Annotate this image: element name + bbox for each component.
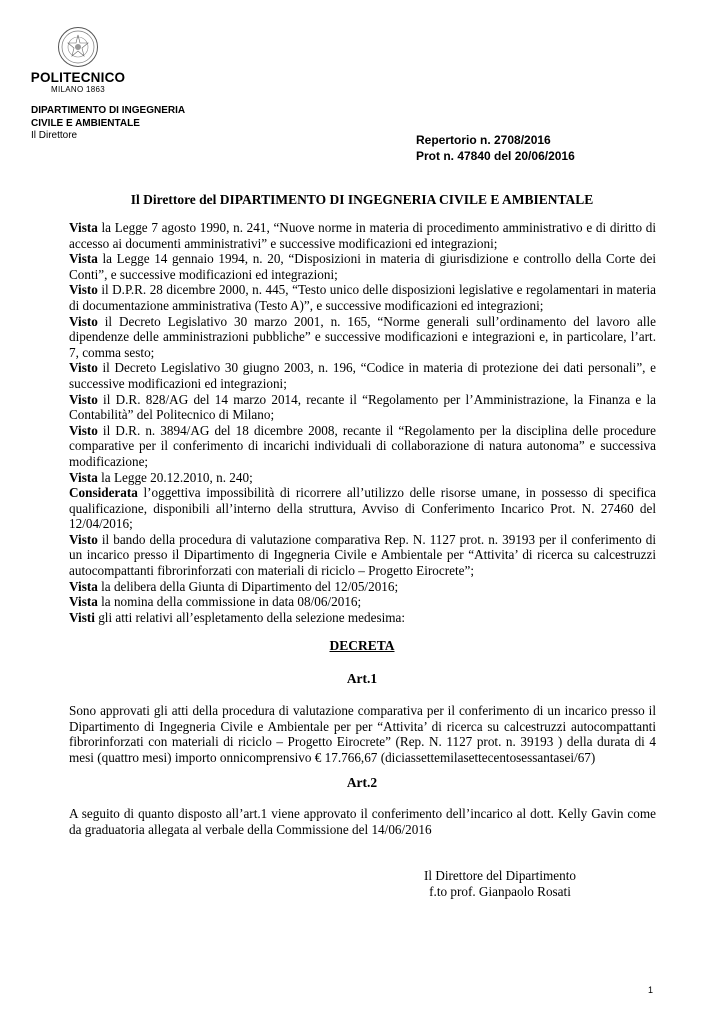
politecnico-logo (30, 26, 126, 94)
department-block (31, 105, 185, 143)
premise-keyword: Visto (69, 360, 98, 376)
premise-keyword: Vista (69, 220, 98, 235)
premise-keyword: Visto (69, 531, 98, 547)
premise-item (69, 610, 656, 626)
premise-keyword: Visto (69, 422, 98, 438)
premise-item (69, 470, 656, 486)
politecnico-seal-icon (57, 26, 99, 68)
premise-text: gli atti relativi all’espletamento della selezione medesima: (94, 609, 406, 625)
signature-block (400, 868, 600, 900)
department-line-2: CIVILE E AMBIENTALE (31, 117, 140, 129)
premise-text: la Legge 14 gennaio 1994, n. 20, “Disposizioni in materia di giurisdizione e controllo della Corte dei Conti”, e successive modificazioni ed integrazioni; (69, 251, 656, 282)
article-1-text: Sono approvati gli atti della procedura di valutazione comparativa per il conferimento di un incarico presso il Dipartimento di Ingegneria Civile e Ambientale per per “Attivita’ di ricerca su calcestruzzi autocompattanti fibrorinforzati con materiali di riciclo – Progetto Eirocrete” (Rep. N. 1127 prot. n. 39193 ) della durata di 4 mesi (quattro mesi) importo onnicomprensivo € 17.766,67 (diciassettemilasettecentosessantasei/67) (69, 703, 656, 765)
document-title: Il Direttore del DIPARTIMENTO DI INGEGNERIA CIVILE E AMBIENTALE (130, 192, 594, 207)
premise-item (69, 360, 656, 391)
premise-keyword: Vista (69, 594, 98, 610)
premise-item (69, 220, 656, 251)
signature-role: Il Direttore del Dipartimento (424, 868, 576, 883)
premise-text: la delibera della Giunta di Dipartimento del 12/05/2016; (97, 578, 399, 594)
premise-item (69, 251, 656, 282)
premise-text: il bando della procedura di valutazione comparativa Rep. N. 1127 prot. n. 39193 per il conferimento di un incarico presso il Dipartimento di Ingegneria Civile e Ambientale per “Attivita’ di ricerca su calcestruzzi autocompattanti fibrorinforzati con materiali di riciclo – Progetto Eirocrete”; (69, 531, 656, 579)
premises-list (69, 220, 656, 625)
premise-keyword: Vista (69, 469, 98, 485)
premise-item (69, 485, 656, 532)
premise-item (69, 314, 656, 361)
premise-text: il D.P.R. 28 dicembre 2000, n. 445, “Testo unico delle disposizioni legislative e regolamentari in materia di documentazione amministrativa (Testo A)”, e successive modificazioni ed integrazioni; (69, 282, 656, 313)
article-1-heading: Art.1 (346, 671, 378, 686)
premise-keyword: Visti (69, 609, 95, 625)
premise-text: il D.R. n. 3894/AG del 18 dicembre 2008, recante il “Regolamento per la disciplina delle procedure comparative per il conferimento di incarichi individuali di collaborazione di natura autonoma” e successiva modificazione; (69, 422, 656, 469)
premise-item (69, 423, 656, 470)
logo-city: MILANO 1863 (51, 85, 105, 94)
article-2-text: A seguito di quanto disposto all’art.1 viene approvato il conferimento dell’incarico al dott. Kelly Gavin come da graduatoria allegata al verbale della Commissione del 14/06/2016 (69, 806, 656, 837)
premise-item (69, 532, 656, 579)
logo-name: POLITECNICO (30, 70, 126, 85)
department-line-1: DIPARTIMENTO DI INGEGNERIA (31, 105, 186, 116)
premise-keyword: Vista (69, 578, 98, 594)
premise-keyword: Considerata (69, 485, 138, 501)
premise-keyword: Visto (69, 391, 98, 407)
page-number: 1 (648, 985, 654, 995)
protocol-block (416, 132, 575, 164)
repertorio-number: Repertorio n. 2708/2016 (416, 133, 551, 147)
premise-text: la Legge 20.12.2010, n. 240; (97, 469, 253, 485)
premise-text: il Decreto Legislativo 30 marzo 2001, n. 165, “Norme generali sull’ordinamento del lavoro alle dipendenze delle amministrazioni pubbliche” e successive modificazioni e integrazioni e, in particolare, l’art. 7, comma sesto; (69, 313, 656, 360)
premise-text: il D.R. 828/AG del 14 marzo 2014, recante il “Regolamento per l’Amministrazione, la Finanza e la Contabilità” del Politecnico di Milano; (69, 391, 656, 423)
premise-item (69, 282, 656, 313)
premise-item (69, 392, 656, 423)
article-2-heading: Art.2 (346, 775, 378, 790)
premise-item (69, 579, 656, 595)
premise-item (69, 594, 656, 610)
protocol-number: Prot n. 47840 del 20/06/2016 (416, 149, 575, 163)
premise-keyword: Visto (69, 282, 98, 298)
premise-text: l’oggettiva impossibilità di ricorrere all’utilizzo delle risorse umane, in possesso di specifica qualificazione, disponibili all’interno della struttura, Avviso di Conferimento Incarico Prot. N. 27460 del 12/04/2016; (69, 485, 656, 532)
premise-keyword: Visto (69, 313, 98, 329)
premise-keyword: Vista (69, 251, 98, 267)
decreta-heading: DECRETA (329, 638, 395, 653)
premise-text: il Decreto Legislativo 30 giugno 2003, n. 196, “Codice in materia di protezione dei dati personali”, e successive modificazioni ed integrazioni; (69, 360, 656, 391)
department-role: Il Direttore (31, 130, 78, 141)
signature-name: f.to prof. Gianpaolo Rosati (429, 884, 571, 899)
premise-text: la nomina della commissione in data 08/06/2016; (97, 594, 362, 610)
premise-text: la Legge 7 agosto 1990, n. 241, “Nuove norme in materia di procedimento amministrativo e di diritto di accesso ai documenti amministrativi” e successive modificazioni ed integrazioni; (69, 220, 656, 251)
